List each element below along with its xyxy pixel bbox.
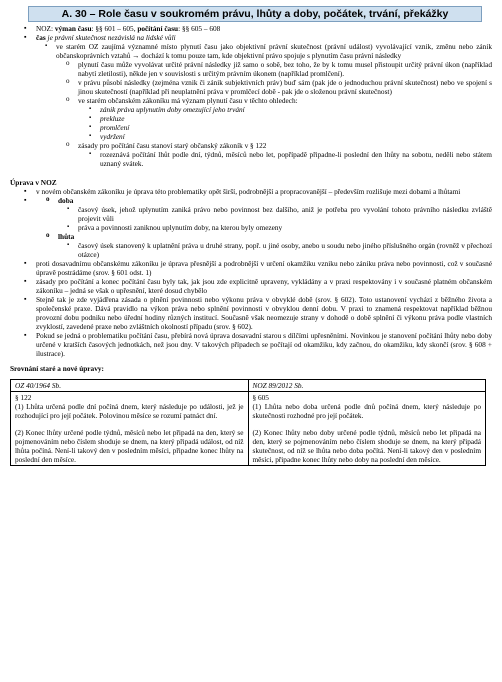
noz-line — [10, 24, 492, 33]
subpoint-1: o plynutí času může vyvolávat určité právní následky již samo o sobě, bez toho, že by k tomu musel přistoupit určitý právní úkon (například nabytí zletilosti), někde jen v souvislosti s určitým právním úkonem (například promlčení). — [56, 60, 492, 78]
new-paragraph-number: § 605 — [252, 393, 269, 402]
new-cell — [248, 392, 486, 466]
document-body — [10, 24, 492, 466]
uprava-p4: ▪ Stejně tak je zde vyjádřena zásada o plnění povinnosti nebo výkonu práva v obvyklé době (srov. § 602). Toto ustanovení vychází z běžného života a společenské praxe. Dává pravidlo na výkon práva nebo splnění povinnosti v obvyklou denní dobu. V praxi to znamená respektovat například běžnou provozní dobu podniku nebo úřední hodiny různých institucí. Současně však neomezuje strany v dohodě o době splnění či výkonu práva podle vlastních zvyklostí, zavedené praxe nebo zvláštních okolností případu (srov. § 602). — [10, 295, 492, 331]
noz-vyznam: výman času — [53, 24, 92, 33]
lhuta-list — [36, 241, 492, 259]
uprava-list — [10, 187, 492, 358]
lhuta-item: ▪ časový úsek stanovený k uplatnění práva u druhé strany, popř. u jiné osoby, anebo u soudu nebo jiného příslušného orgán (rovněž v přechozí otázce) — [58, 241, 492, 259]
lhuta-label: o lhůta — [36, 232, 492, 241]
ohledy-list — [36, 105, 492, 141]
cas-term: čas — [36, 33, 46, 42]
comparison-table — [10, 379, 486, 466]
old-p2: (2) Konec lhůty určené podle týdnů, měsíců nebo let připadá na den, který se pojmenováním nebo číslem shoduje se dnem, na který připadá událost, od níž lhůta počíná. Není-li takový den v posledním měsíci, připadne konec lhůty na poslední den měsíce. — [15, 428, 244, 464]
new-p1: (1) Lhůta nebo doba určená podle dnů počíná dnem, který následuje po skutečnosti rozhodné pro její počátek. — [252, 402, 481, 420]
noz-vyznam-ref: : §§ 601 – 605, — [91, 24, 136, 33]
uprava-subsections — [10, 196, 492, 259]
table-row — [11, 392, 486, 466]
subpoint-2: o v právu působí následky (zejména vznik či zánik subjektivních práv) buď sám (pak jde o jednoduchou právní skutečnost) nebo ve spojení s jinou skutečností (například při neuplatnění práva v promlčecí době - pak jde o složenou právní skutečnost) — [56, 78, 492, 96]
doba-item: ▪ časový úsek, jehož uplynutím zaniká právo nebo povinnost bez dalšího, aniž je potřeba pro vyvolání tohoto právního následku zvláště projevit vůli — [58, 205, 492, 223]
col-old-header: OZ 40/1964 Sb. — [11, 380, 249, 392]
doba-lhuta-list — [36, 196, 492, 205]
uprava-p2: ▪ proti dosavadnímu občanskému zákoníku je úprava přesnější a podrobnější v určení okamžiku vzniku nebo zániku práva nebo povinnosti, což v současné úpravě postrádáme (srov. § 601 odst. 1) — [10, 259, 492, 277]
stary-oz-paragraph: ▪ ve starém OZ zaujímá významné místo plynutí času jako objektivní právní skutečnost (právní událost) vyvolávající vznik, změnu nebo zánik občanskoprávních vztahů → dochází k tomu pouze tam, kde objektivní právo spojuje s plynutím času právní následky — [36, 42, 492, 60]
old-paragraph-number: § 122 — [15, 393, 32, 402]
uprava-p5: ▪ Pokud se jedná o problematiku počítání času, přebírá nová úprava dosavadní starou s dílčími upřesněními. Novinkou je stanovení počítání lhůty nebo doby určené v kratších časových jednotkách, než jsou dny. V takových případech se počítají od okamžiku, kdy začnou, do okamžiku, kdy skončí (srov. § 608 + ilustrace). — [10, 331, 492, 358]
doba-list — [36, 205, 492, 232]
noz-pocitani-ref: : §§ 605 – 608 — [178, 24, 221, 33]
noz-label: NOZ: — [36, 24, 54, 33]
col-new-header: NOZ 89/2012 Sb. — [248, 380, 486, 392]
old-p1: (1) Lhůta určená podle dní počíná dnem, který následuje po události, jež je rozhodující pro její počátek. Polovinou měsíce se rozumí patnáct dní. — [15, 402, 244, 420]
ohled-item: ▪ promlčení — [80, 123, 492, 132]
doba-item: ▪ práva a povinnosti zaniknou uplynutím doby, na kterou byly omezeny — [58, 223, 492, 232]
noz-pocitani: počítání času — [135, 24, 179, 33]
table-header-row — [11, 380, 486, 392]
zasady-list — [36, 141, 492, 150]
ohled-item: ▪ vydržení — [80, 132, 492, 141]
cas-line — [10, 33, 492, 168]
zasady-item: o zásady pro počítání času stanoví starý občanský zákoník v § 122 — [56, 141, 492, 150]
srovnani-heading: Srovnání staré a nové úpravy: — [10, 364, 104, 373]
ohled-item: ▪ prekluze — [80, 114, 492, 123]
cas-definition: je právní skutečnost nezávislá na lidské vůli — [45, 33, 176, 42]
old-cell — [11, 392, 249, 466]
rozeznava-list — [36, 150, 492, 168]
new-p2: (2) Konec lhůty nebo doby určené podle týdnů, měsíců nebo let připadá na den, který se pojmenováním nebo číslem shoduje se dnem, na který připadá skutečnost, od níž se lhůta nebo doba počítá. Není-li takový den v posledním měsíci, připadne konec lhůty nebo doby na poslední den měsíce. — [252, 428, 481, 464]
uprava-p3: ▪ zásady pro počítání a konec počítání času byly tak, jak jsou zde explicitně upraveny, vykládány a v praxi respektovány i v současné platném občanském zákoníku – jedná se však o upřesnění, které dosud chybělo — [10, 277, 492, 295]
page-title: A. 30 – Role času v soukromém právu, lhůty a doby, počátek, trvání, překážky — [28, 6, 482, 22]
rozeznava-item: ▪ rozeznává počítání lhůt podle dní, týdnů, měsíců nebo let, popřípadě připadne-li poslední den lhůty na sobotu, neděli nebo státem uznaný svátek. — [80, 150, 492, 168]
lhuta-head — [36, 232, 492, 241]
cas-sublist — [36, 42, 492, 60]
subpoint-3: o ve starém občanském zákoníku má význam plynutí času v těchto ohledech: — [56, 96, 492, 105]
uprava-heading: Úprava v NOZ — [10, 178, 57, 187]
uprava-p1: ▪ v novém občanském zákoníku je úprava této problematiky opět širší, podrobnější a propracovanější – především rozlišuje mezi dobami a lhůtami — [10, 187, 492, 196]
intro-list — [10, 24, 492, 168]
stary-oz-sublist — [36, 60, 492, 105]
doba-label: o ▪ doba — [36, 196, 492, 205]
ohled-item: ▪ zánik práva uplynutím doby omezující jeho trvání — [80, 105, 492, 114]
